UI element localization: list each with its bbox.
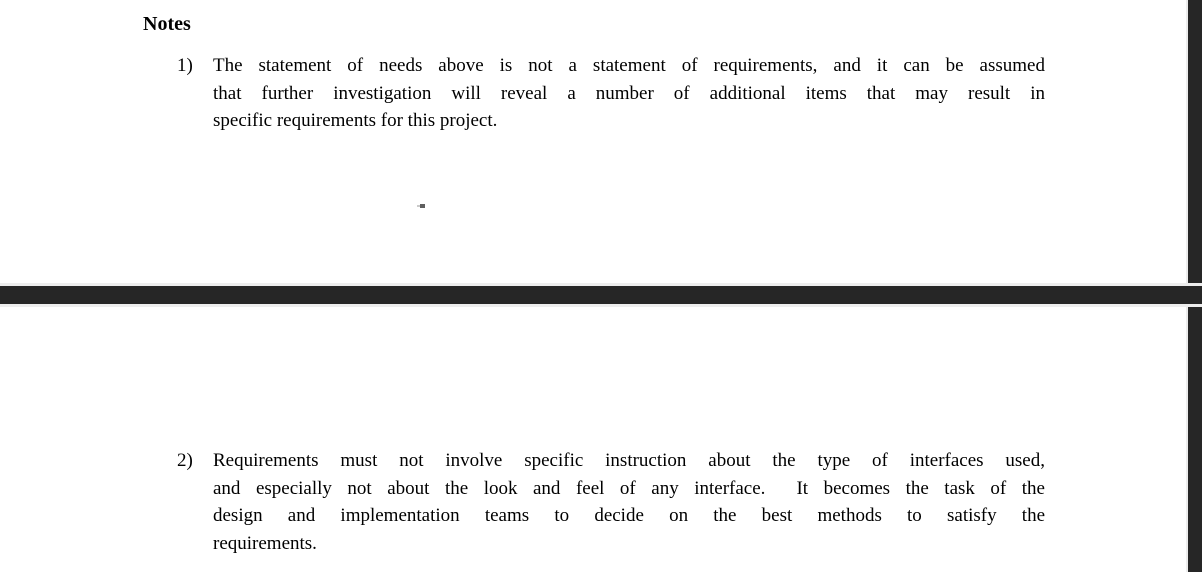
page-artifact-mark [417, 204, 425, 209]
notes-heading: Notes [143, 13, 191, 35]
paragraph-2 [213, 447, 1045, 557]
list-number-2: 2) [177, 450, 193, 471]
paragraph-2-line-4: requirements. [213, 532, 317, 554]
page-2 [0, 307, 1186, 572]
paragraph-1 [213, 52, 1045, 135]
page-1 [0, 0, 1186, 283]
paragraph-1-line-2: that further investigation will reveal a number of additional items that may result in [213, 82, 1045, 104]
list-number-1: 1) [177, 55, 193, 76]
list-item-2 [177, 447, 1045, 557]
paragraph-2-line-2: and especially not about the look and feel of any interface. It becomes the task of the [213, 477, 1045, 499]
list-item-1 [177, 52, 1045, 135]
paragraph-2-line-1: Requirements must not involve specific instruction about the type of interfaces used, [213, 450, 1045, 471]
page-gap [0, 283, 1202, 307]
paragraph-1-line-3: specific requirements for this project. [213, 110, 498, 131]
paragraph-1-line-1: The statement of needs above is not a statement of requirements, and it can be assumed [213, 55, 1045, 76]
paragraph-2-line-3: design and implementation teams to decide on the best methods to satisfy the [213, 505, 1045, 526]
artifact-fragment-dark [420, 204, 425, 208]
